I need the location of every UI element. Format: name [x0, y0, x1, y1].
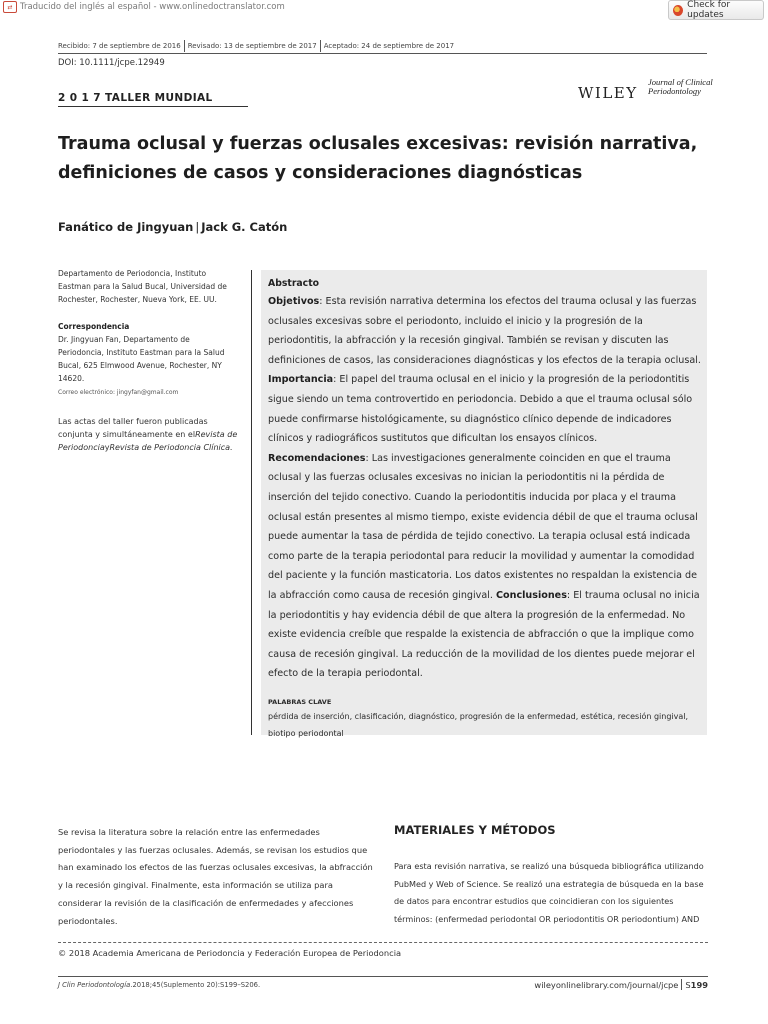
correspondence-block — [58, 320, 238, 399]
translator-text: Traducido del inglés al español - www.onlinedoctranslator.com — [20, 2, 285, 12]
journal-logo-line1: Journal of Clinical — [648, 77, 713, 87]
author-name: Jack G. Catón — [201, 220, 288, 234]
doi[interactable]: DOI: 10.1111/jcpe.12949 — [58, 58, 165, 68]
abstract-body — [268, 292, 701, 684]
article-title: Trauma oclusal y fuerzas oclusales excesivas: revisión narrativa, definiciones de casos y consideraciones diagnósticas — [58, 134, 698, 183]
divider — [320, 40, 321, 52]
revised-date: Revisado: 13 de septiembre de 2017 — [187, 42, 317, 50]
section-rule — [58, 106, 248, 107]
workshop-note — [58, 415, 238, 454]
correspondence-address: Dr. Jingyuan Fan, Departamento de Periodoncia, Instituto Eastman para la Salud Bucal, 625 Elmwood Avenue, Rochester, NY 14620. — [58, 335, 225, 383]
importance-label: Importancia — [268, 374, 334, 386]
footer-divider — [58, 942, 708, 943]
abstract-heading: Abstracto — [268, 278, 320, 289]
abstract-rule — [251, 270, 252, 735]
citation-journal: J Clin Periodontología — [58, 981, 131, 989]
header-rule — [58, 53, 707, 54]
publisher-logo: WILEY — [578, 84, 638, 102]
author-list: Fanático de Jingyuan | Jack G. Catón — [58, 220, 288, 234]
intro-paragraph: Se revisa la literatura sobre la relación entre las enfermedades periodontales y las fuerzas oclusales. Además, se revisan los estudios que han examinado los efectos de las fuerzas oclusales excesivas, la abfracción y la recesión gingival. Finalmente, esta información se utiliza para considerar la revisión de la clasificación de enfermedades y afecciones periodontales. — [58, 827, 373, 926]
author-name: Fanático de Jingyuan — [58, 220, 194, 234]
abstract-box — [261, 270, 707, 738]
divider — [184, 40, 185, 52]
note-text: y — [104, 443, 110, 452]
accepted-date: Aceptado: 24 de septiembre de 2017 — [323, 42, 455, 50]
footer-right — [534, 979, 708, 990]
copyright: © 2018 Academia Americana de Periodoncia y Federación Europea de Periodoncia — [58, 948, 402, 958]
journal-logo — [648, 78, 718, 96]
note-journal: Revista de Periodoncia — [58, 430, 238, 452]
history-dates — [58, 40, 454, 52]
note-journal: Revista de Periodoncia Clínica. — [109, 443, 233, 452]
page-prefix: S — [685, 979, 691, 990]
methods-heading: MATERIALES Y MÉTODOS — [394, 823, 556, 837]
note-text: Las actas del taller fueron publicadas conjunta y simultáneamente en el — [58, 417, 208, 439]
footer-rule — [58, 976, 708, 977]
page-number: 199 — [690, 979, 708, 990]
journal-logo-line2: Periodontology — [648, 86, 701, 96]
check-for-updates-label: Check for updates — [687, 0, 731, 20]
translator-notice[interactable] — [0, 0, 285, 14]
conclusions-label: Conclusiones — [496, 589, 567, 601]
crossmark-icon — [673, 5, 683, 16]
citation — [58, 981, 260, 989]
journal-url[interactable]: wileyonlinelibrary.com/journal/jcpe — [534, 979, 679, 990]
received-date: Recibido: 7 de septiembre de 2016 — [58, 42, 181, 50]
email[interactable]: Correo electrónico: jingyfan@gmail.com — [58, 389, 179, 396]
recommendations-text: : Las investigaciones generalmente coinciden en que el trauma oclusal y las fuerzas oclusales excesivas no inician la periodontitis ni la pérdida de inserción del tejido conectivo. Cuando la periodontitis inducida por placa y el trauma oclusal están presentes al mismo tiempo, existe evidencia débil de que el trauma oclusal puede aumentar la tasa de pérdida de tejido conectivo. La terapia oclusal está indicada como parte de la terapia periodontal para reducir la movilidad y aumentar la comodidad del paciente y la función masticatoria. Los datos existentes no respaldan la existencia de la abfracción como causa de recesión gingival. — [268, 452, 698, 601]
affiliation: Departamento de Periodoncia, Instituto Eastman para la Salud Bucal, Universidad de Rochester, Rochester, Nueva York, EE. UU. — [58, 269, 227, 304]
keywords: pérdida de inserción, clasificación, diagnóstico, progresión de la enfermedad, estética, recesión gingival, biotipo periodontal — [268, 711, 689, 738]
section-label: 2 0 1 7 TALLER MUNDIAL — [58, 92, 213, 104]
methods-paragraph: Para esta revisión narrativa, se realizó una búsqueda bibliográfica utilizando PubMed y Web of Science. Se realizó una estrategia de búsqueda en la base de datos para encontrar estudios que coincidieran con los siguientes términos: (enfermedad periodontal OR periodontitis OR periodontium) AND — [394, 861, 704, 924]
importance-text: : El papel del trauma oclusal en el inicio y la progresión de la periodontitis sigue siendo un tema controvertido en periodoncia. Debido a que el trauma oclusal sólo puede confirmarse histológicamente, su diagnóstico clínico depende de indicadores clínicos y radiográficos sustitutos que dificultan los ensayos clínicos. — [268, 374, 693, 445]
translate-icon: ⇄ — [3, 1, 17, 13]
divider — [681, 979, 682, 990]
correspondence-label: Correspondencia — [58, 322, 130, 331]
recommendations-label: Recomendaciones — [268, 452, 366, 464]
conclusions-text: : El trauma oclusal no inicia la periodontitis y hay evidencia débil de que altera la progresión de la enfermedad. No existe evidencia creíble que respalde la existencia de abfracción o que la implique como causa de recesión gingival. La reducción de la movilidad de los dientes puede mejorar el efecto de la terapia periodontal. — [268, 589, 700, 680]
objectives-label: Objetivos — [268, 296, 320, 307]
objectives-text: : Esta revisión narrativa determina los efectos del trauma oclusal y las fuerzas oclusales excesivas sobre el periodonto, incluido el inicio y la progresión de la periodontitis, la abfracción y la recesión gingival. También se revisan y discuten las definiciones de casos, las consideraciones diagnósticas y los efectos de la terapia oclusal. — [268, 296, 701, 366]
keywords-label: PALABRAS CLAVE — [268, 697, 332, 706]
citation-details: .2018;45(Suplemento 20):S199–S206. — [130, 981, 261, 989]
check-for-updates-button[interactable] — [668, 0, 764, 20]
